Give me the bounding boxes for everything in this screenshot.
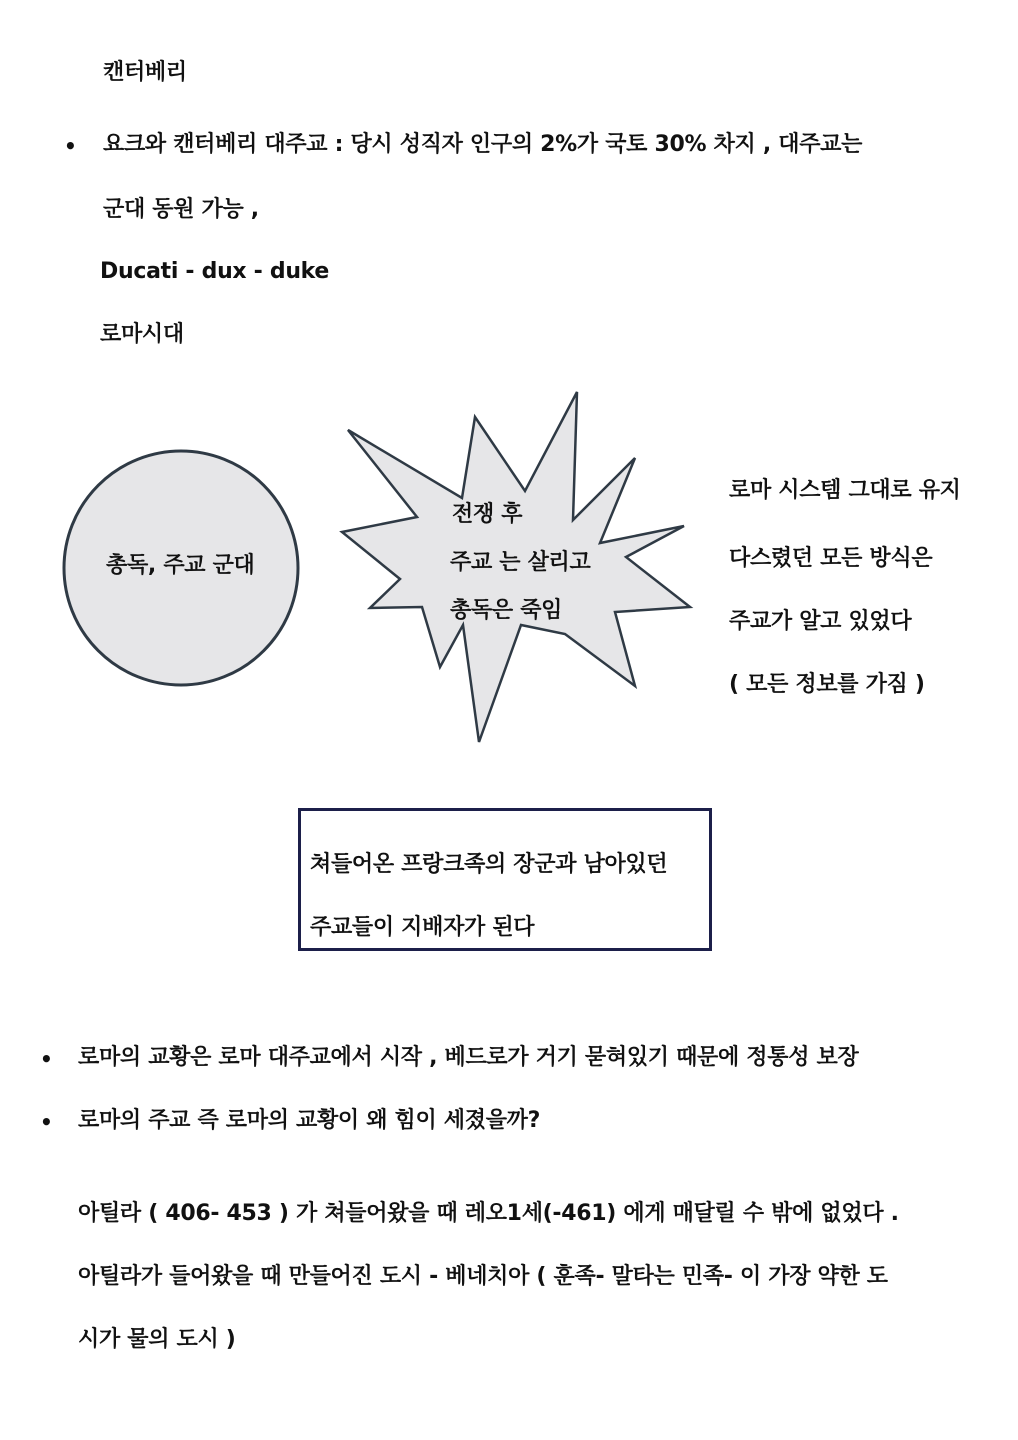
bullet-text-papacy-power: 로마의 주교 즉 로마의 교황이 왜 힘이 세졌을까? <box>78 1108 541 1133</box>
para-attila-line-3: 시가 물의 도시 ) <box>78 1327 236 1352</box>
circle-label: 총독, 주교 군대 <box>106 553 255 578</box>
star-line-3: 총독은 죽임 <box>450 598 563 623</box>
para-attila-line-1: 아틸라 ( 406- 453 ) 가 쳐들어왔을 때 레오1세(-461) 에게 매달릴 수 밖에 없었다 . <box>78 1201 899 1226</box>
right-line-1: 로마 시스템 그대로 유지 <box>729 478 961 503</box>
right-line-4: ( 모든 정보를 가짐 ) <box>729 672 925 697</box>
note-box <box>298 808 712 951</box>
star-line-1: 전쟁 후 <box>452 502 523 527</box>
text-roman-era: 로마시대 <box>100 322 184 347</box>
note-line-2: 주교들이 지배자가 된다 <box>310 915 535 940</box>
note-line-1: 쳐들어온 프랑크족의 장군과 남아있던 <box>310 852 668 877</box>
bullet-text-archbishops: 요크와 캔터베리 대주교 : 당시 성직자 인구의 2%가 국토 30% 차지 , 대주교는 <box>103 132 863 157</box>
bullet-marker: • <box>40 1047 53 1071</box>
bullet-marker: • <box>40 1110 53 1134</box>
right-line-2: 다스렸던 모든 방식은 <box>729 546 933 571</box>
heading-canterbury: 캔터베리 <box>103 60 187 85</box>
right-line-3: 주교가 알고 있었다 <box>729 609 912 634</box>
bullet-text-papacy-origin: 로마의 교황은 로마 대주교에서 시작 , 베드로가 거기 묻혀있기 때문에 정통성 보장 <box>78 1045 859 1070</box>
bullet-text-continuation: 군대 동원 가능 , <box>103 197 259 222</box>
para-attila-line-2: 아틸라가 들어왔을 때 만들어진 도시 - 베네치아 ( 훈족- 말타는 민족- 이 가장 약한 도 <box>78 1264 888 1289</box>
text-ducati-dux-duke: Ducati - dux - duke <box>100 259 330 284</box>
bullet-marker: • <box>64 134 77 158</box>
star-line-2: 주교 는 살리고 <box>450 550 591 575</box>
